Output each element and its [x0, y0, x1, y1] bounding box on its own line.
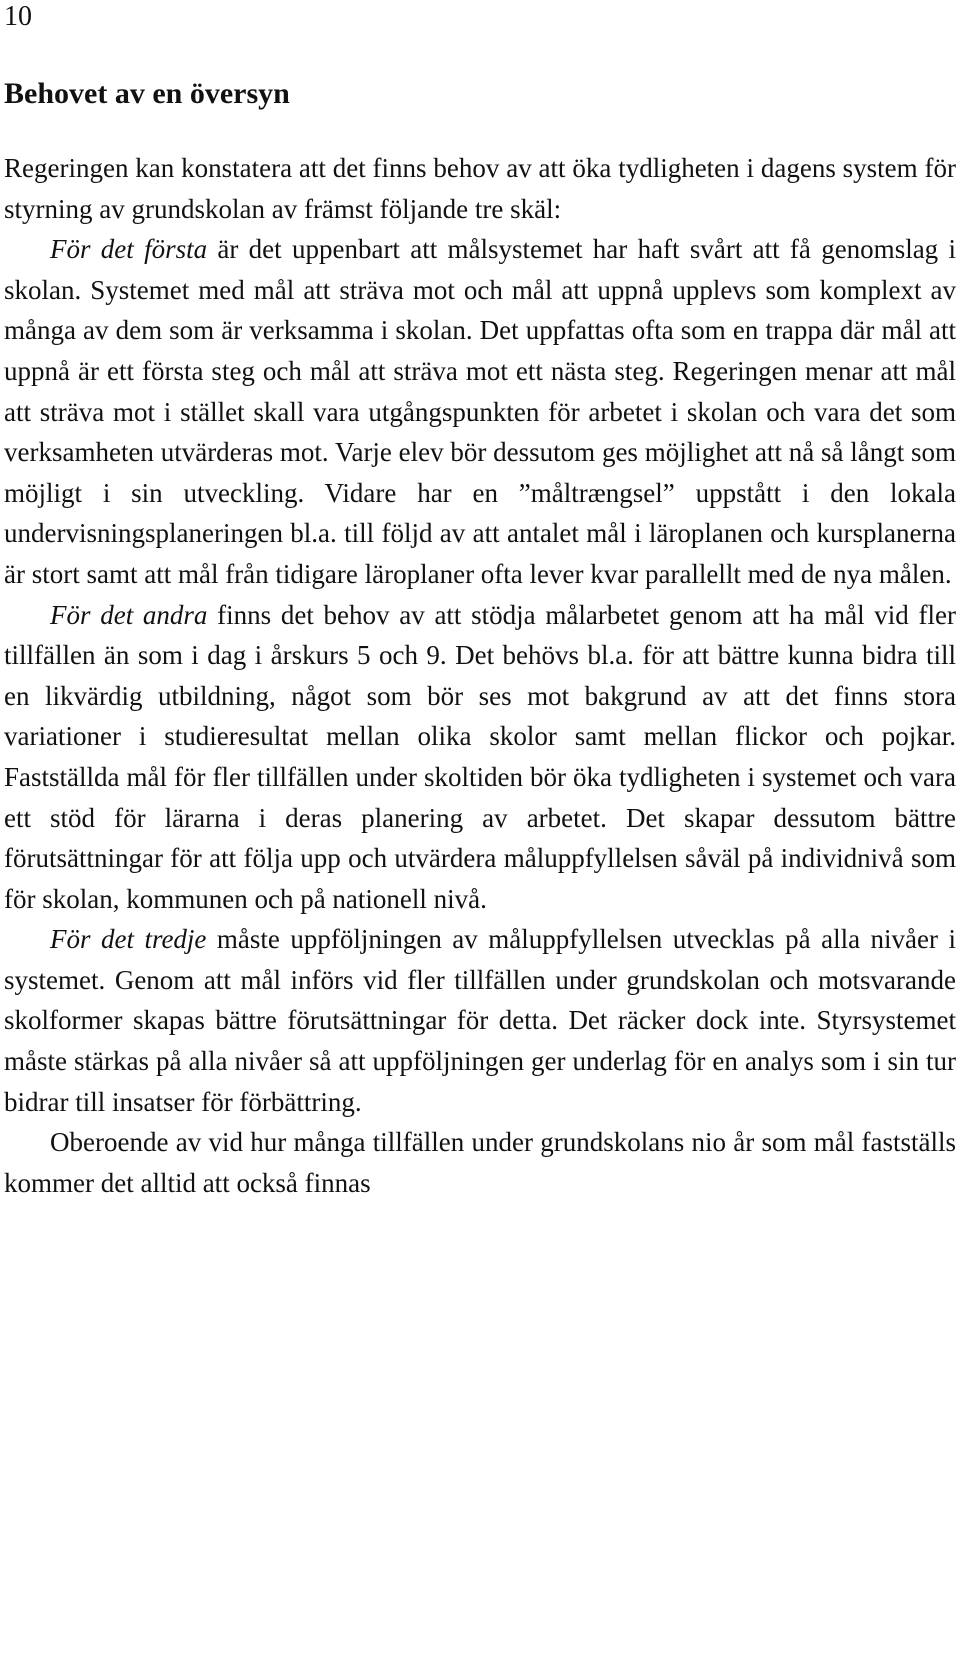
first-reason-text: är det uppenbart att målsystemet har haft svårt att få genomslag i skolan. Systemet med mål att sträva mot och mål att uppnå upplevs som komplext av många av dem som är verksamma i skolan. Det uppfattas ofta som en trappa där mål att uppnå är ett första steg och mål att sträva mot ett nästa steg. Regeringen menar att mål att sträva mot i stället skall vara utgångspunkten för arbetet i skolan och vara det som verksamheten utvärderas mot. Varje elev bör dessutom ges möjlighet att nå så långt som möjligt i sin utveckling. Vidare har en ”måltrængsel” uppstått i den lokala undervisningsplaneringen bl.a. till följd av att antalet mål i läroplanen och kursplanerna är stort samt att mål från tidigare läroplaner ofta lever kvar parallellt med de nya målen.	[4, 234, 956, 589]
paragraph-intro: Regeringen kan konstatera att det finns behov av att öka tydligheten i dagens system för styrning av grundskolan av främst följande tre skäl:	[4, 153, 956, 224]
third-reason-text: måste uppföljningen av måluppfyllelsen utvecklas på alla nivåer i systemet. Genom att mål införs vid fler tillfällen under grundskolan och motsvarande skolformer skapas bättre förutsättningar för detta. Det räcker dock inte. Styrsystemet måste stärkas på alla nivåer så att uppföljningen ger underlag för en analys som i sin tur bidrar till insatser för förbättring.	[4, 924, 956, 1117]
body-text	[4, 148, 956, 1203]
section-heading: Behovet av en översyn	[4, 77, 290, 110]
first-reason-lead: För det första	[50, 234, 208, 265]
second-reason-lead: För det andra	[50, 599, 208, 630]
paragraph-closing: Oberoende av vid hur många tillfällen under grundskolans nio år som mål fastställs kommer det alltid att också finnas	[4, 1127, 956, 1198]
paragraph-second-reason	[4, 595, 956, 920]
second-reason-text: finns det behov av att stödja målarbetet genom att ha mål vid fler tillfällen än som i dag i årskurs 5 och 9. Det behövs bl.a. för att bättre kunna bidra till en likvärdig utbildning, något som bör ses mot bakgrund av att det finns stora variationer i studieresultat mellan olika skolor samt mellan flickor och pojkar. Fastställda mål för fler tillfällen under skoltiden bör öka tydligheten i systemet och vara ett stöd för lärarna i deras planering av arbetet. Det skapar dessutom bättre förutsättningar för att följa upp och utvärdera måluppfyllelsen såväl på individnivå som för skolan, kommunen och på nationell nivå.	[4, 599, 956, 914]
paragraph-third-reason	[4, 919, 956, 1122]
page-number: 10	[4, 1, 32, 32]
paragraph-first-reason	[4, 229, 956, 594]
third-reason-lead: För det tredje	[50, 924, 207, 955]
